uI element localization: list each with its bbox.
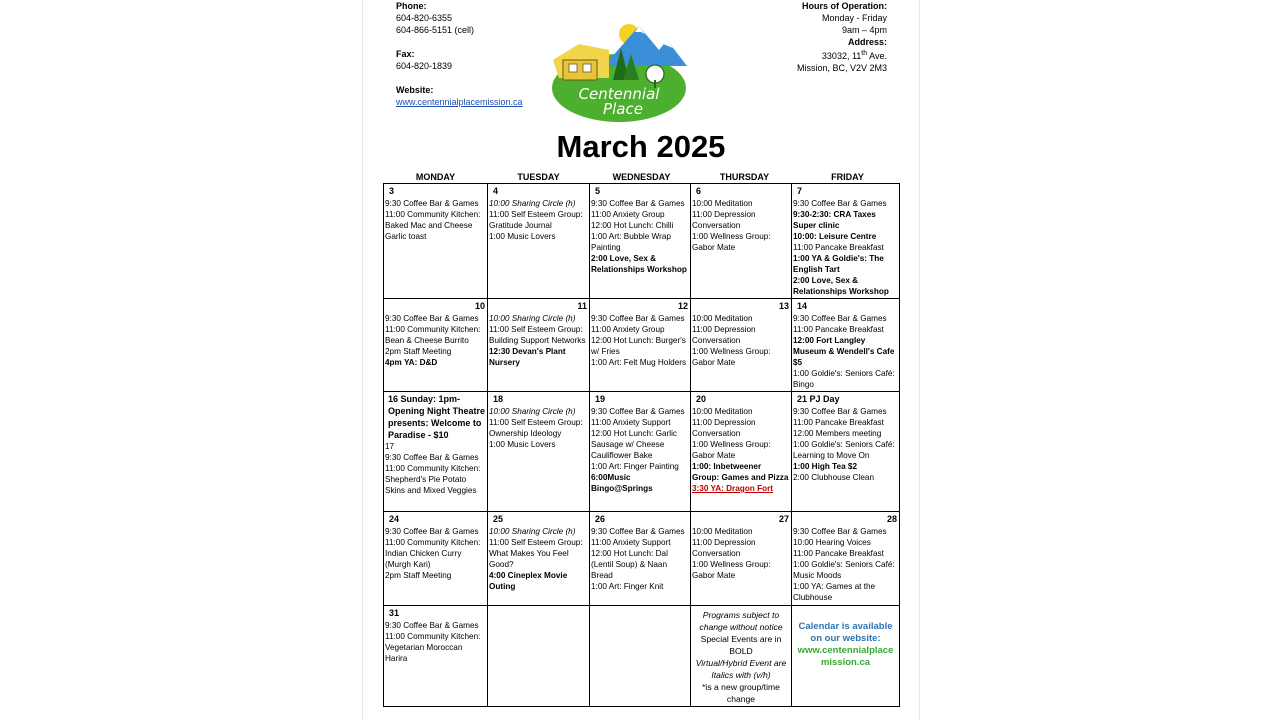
day-cell: [384, 184, 488, 299]
event-item: 1:00 Art: Bubble Wrap Painting: [591, 232, 671, 252]
event-item: 2:00 Love, Sex & Relationships Workshop: [793, 276, 889, 296]
event-item: 3:30 YA: Dragon Fort: [692, 484, 773, 493]
promo-website[interactable]: www.centennialplace mission.ca: [797, 645, 894, 668]
website-promo: [792, 606, 899, 706]
event-item: 11:00 Depression Conversation: [692, 325, 756, 345]
day-cell: [488, 184, 590, 299]
weekday-wednesday: WEDNESDAY: [612, 172, 671, 182]
event-item: 11:00 Community Kitchen: Baked Mac and Cheese Garlic toast: [385, 210, 481, 241]
event-item: 2pm Staff Meeting: [385, 571, 452, 580]
event-item: 1:00 Goldie's: Seniors Café: Music Moods: [793, 560, 895, 580]
event-item: 10:00 Meditation: [692, 314, 753, 323]
day-cell: [488, 392, 590, 512]
event-item: 1:00: Inbetweener Group: Games and Pizza: [692, 462, 789, 482]
calendar-grid: [383, 183, 900, 707]
calendar-page: [362, 0, 920, 720]
event-item: 1:00 Art: Felt Mug Holders: [591, 358, 687, 367]
day-cell: [590, 299, 691, 392]
weekday-tuesday: TUESDAY: [517, 172, 560, 182]
day-cell: [792, 184, 899, 299]
day-number: 31: [389, 608, 400, 618]
event-item: 11:00 Anxiety Group: [591, 210, 665, 219]
event-item: 11:00 Pancake Breakfast: [793, 418, 884, 427]
legend-note: [691, 606, 792, 706]
event-item: 11:00 Pancake Breakfast: [793, 325, 884, 334]
phone-label: Phone:: [396, 1, 427, 11]
fax-number: 604-820-1839: [396, 61, 453, 71]
address-line-2: Mission, BC, V2V 2M3: [796, 63, 887, 73]
event-item: 11:00 Anxiety Support: [591, 538, 671, 547]
event-item: 9:30 Coffee Bar & Games: [591, 407, 685, 416]
website-label: Website:: [396, 85, 434, 95]
event-item: 12:00 Hot Lunch: Burger's w/ Fries: [591, 336, 686, 356]
day-cell: [691, 512, 792, 606]
day-cell: [691, 184, 792, 299]
day-cell: [691, 299, 792, 392]
event-item: 1:00 Art: Finger Painting: [591, 462, 679, 471]
weekday-monday: MONDAY: [415, 172, 456, 182]
event-item: 9:30 Coffee Bar & Games: [385, 527, 479, 536]
event-item: 9:30 Coffee Bar & Games: [793, 407, 887, 416]
event-item: 1:00 YA & Goldie's: The English Tart: [793, 254, 884, 274]
day-number: 19: [595, 394, 606, 404]
empty-cell: [488, 606, 590, 706]
event-item: 12:30 Devan's Plant Nursery: [489, 347, 566, 367]
day-number: 7: [797, 186, 803, 196]
address-line-1: 33032, 11th Ave.: [821, 50, 887, 61]
event-item: 9:30 Coffee Bar & Games: [793, 199, 887, 208]
event-item: 9:30 Coffee Bar & Games: [591, 527, 685, 536]
event-item: 9:30-2:30: CRA Taxes Super clinic: [793, 210, 876, 230]
hours-block: [687, 0, 887, 74]
event-item: 9:30 Coffee Bar & Games: [793, 527, 887, 536]
day-cell: [384, 299, 488, 392]
event-item: 17: [385, 442, 395, 451]
weekday-friday: FRIDAY: [831, 172, 864, 182]
event-item: 10:00 Sharing Circle (h): [489, 199, 576, 208]
event-item: 11:00 Pancake Breakfast: [793, 243, 884, 252]
day-cell: [792, 392, 899, 512]
day-number: 26: [595, 514, 606, 524]
day-number: 3: [389, 186, 395, 196]
event-item: 11:00 Depression Conversation: [692, 538, 756, 558]
address-label: Address:: [847, 37, 887, 47]
day-cell: [590, 512, 691, 606]
event-item: 11:00 Self Esteem Group: Gratitude Journal: [489, 210, 583, 230]
event-item: 10:00 Hearing Voices: [793, 538, 871, 547]
event-item: 10:00 Sharing Circle (h): [489, 527, 576, 536]
event-item: 10:00 Meditation: [692, 199, 753, 208]
phone-number: 604-820-6355: [396, 13, 453, 23]
event-item: 10:00 Meditation: [692, 527, 753, 536]
day-cell: [488, 299, 590, 392]
website-link[interactable]: www.centennialplacemission.ca: [396, 97, 523, 107]
logo-line-1: Centennial: [578, 85, 660, 103]
event-item: 1:00 Music Lovers: [489, 232, 556, 241]
event-item: 11:00 Self Esteem Group: Building Support Networks: [489, 325, 586, 345]
event-item: 4:00 Cineplex Movie Outing: [489, 571, 568, 591]
logo-line-2: Place: [603, 100, 643, 118]
day-number: 6: [696, 186, 702, 196]
day-number: 27: [778, 514, 789, 524]
day-cell: [384, 512, 488, 606]
event-item: 1:00 Wellness Group: Gabor Mate: [692, 232, 771, 252]
event-item: 10:00: Leisure Centre: [793, 232, 877, 241]
month-title: March 2025: [556, 129, 726, 164]
day-cell: [488, 512, 590, 606]
day-number: 12: [677, 301, 688, 311]
event-item: 1:00 High Tea $2: [793, 462, 858, 471]
centennial-place-logo: [549, 20, 689, 124]
event-item: 2:00 Clubhouse Clean: [793, 473, 875, 482]
day-number: 14: [797, 301, 808, 311]
day-number: 11: [577, 301, 587, 311]
fax-label: Fax:: [396, 49, 415, 59]
note-line-3: Virtual/Hybrid Event are Italics with (v/h): [695, 658, 787, 680]
event-item: 9:30 Coffee Bar & Games: [385, 314, 479, 323]
event-item: 1:00 Wellness Group: Gabor Mate: [692, 560, 771, 580]
day-number: 10: [474, 301, 485, 311]
event-item: 11:00 Community Kitchen: Indian Chicken Curry (Murgh Kari): [385, 538, 481, 569]
event-item: 10:00 Meditation: [692, 407, 753, 416]
day-cell: [384, 606, 488, 706]
day-cell: [691, 392, 792, 512]
hours-label: Hours of Operation:: [802, 1, 887, 11]
day-cell: [590, 184, 691, 299]
promo-line-1: Calendar is available on our website:: [798, 621, 893, 644]
event-item: 12:00 Hot Lunch: Dal (Lentil Soup) & Naan Bread: [591, 549, 668, 580]
event-item: 11:00 Anxiety Group: [591, 325, 665, 334]
event-item: 11:00 Community Kitchen: Shepherd's Pie Potato Skins and Mixed Veggies: [385, 464, 481, 495]
event-item: 1:00 YA: Games at the Clubhouse: [793, 582, 876, 602]
event-item: 12:00 Hot Lunch: Garlic Sausage w/ Cheese Cauliflower Bake: [591, 429, 678, 460]
empty-cell: [590, 606, 691, 706]
event-item: 12:00 Hot Lunch: Chilli: [591, 221, 674, 230]
event-item: 2:00 Love, Sex & Relationships Workshop: [591, 254, 687, 274]
event-item: 1:00 Art: Finger Knit: [591, 582, 664, 591]
event-item: 1:00 Wellness Group: Gabor Mate: [692, 347, 771, 367]
event-item: 12:00 Fort Langley Museum & Wendell's Cafe $5: [793, 336, 895, 367]
cell-number: 604-866-5151 (cell): [396, 25, 475, 35]
event-item: 12:00 Members meeting: [793, 429, 882, 438]
event-item: 6:00Music Bingo@Springs: [591, 473, 653, 493]
day-number: 20: [696, 394, 707, 404]
event-item: 1:00 Goldie's: Seniors Café: Bingo: [793, 369, 895, 389]
day-cell: [792, 299, 899, 392]
event-item: 9:30 Coffee Bar & Games: [793, 314, 887, 323]
hours-days: Monday - Friday: [821, 13, 887, 23]
day-number: 21 PJ Day: [797, 394, 840, 404]
event-item: 11:00 Depression Conversation: [692, 210, 756, 230]
event-item: 11:00 Anxiety Support: [591, 418, 671, 427]
event-item: 11:00 Community Kitchen: Bean & Cheese Burrito: [385, 325, 481, 345]
day-cell: [384, 392, 488, 512]
day-number: 5: [595, 186, 601, 196]
event-item: 1:00 Goldie's: Seniors Café: Learning to Move On: [793, 440, 895, 460]
event-item: 1:00 Wellness Group: Gabor Mate: [692, 440, 771, 460]
event-item: 9:30 Coffee Bar & Games: [385, 621, 479, 630]
event-item: 11:00 Depression Conversation: [692, 418, 756, 438]
event-item: 10:00 Sharing Circle (h): [489, 407, 576, 416]
hours-time: 9am – 4pm: [841, 25, 887, 35]
event-item: 9:30 Coffee Bar & Games: [591, 314, 685, 323]
day-number: 24: [389, 514, 400, 524]
note-line-4: *is a new group/time change: [702, 682, 780, 704]
day-number: 18: [493, 394, 504, 404]
event-item: 2pm Staff Meeting: [385, 347, 452, 356]
note-line-1: Programs subject to change without notice: [699, 610, 783, 632]
day-number: 13: [778, 301, 789, 311]
day-number: 28: [886, 514, 897, 524]
weekday-thursday: THURSDAY: [719, 172, 770, 182]
event-item: 11:00 Pancake Breakfast: [793, 549, 884, 558]
day-cell: [792, 512, 899, 606]
event-item: 9:30 Coffee Bar & Games: [385, 199, 479, 208]
event-item: 11:00 Community Kitchen: Vegetarian Moroccan Harira: [385, 632, 481, 663]
weekday-header: [384, 171, 899, 183]
event-item: 4pm YA: D&D: [385, 358, 438, 367]
day-number: 16 Sunday: 1pm- Opening Night Theatre presents: Welcome to Paradise - $10: [388, 394, 486, 440]
event-item: 9:30 Coffee Bar & Games: [385, 453, 479, 462]
event-item: 1:00 Music Lovers: [489, 440, 556, 449]
day-number: 25: [493, 514, 504, 524]
note-line-2: Special Events are in BOLD: [700, 634, 782, 656]
event-item: 11:00 Self Esteem Group: What Makes You Feel Good?: [489, 538, 583, 569]
event-item: 9:30 Coffee Bar & Games: [591, 199, 685, 208]
event-item: 10:00 Sharing Circle (h): [489, 314, 576, 323]
day-number: 4: [493, 186, 499, 196]
day-cell: [590, 392, 691, 512]
event-item: 11:00 Self Esteem Group: Ownership Ideology: [489, 418, 583, 438]
